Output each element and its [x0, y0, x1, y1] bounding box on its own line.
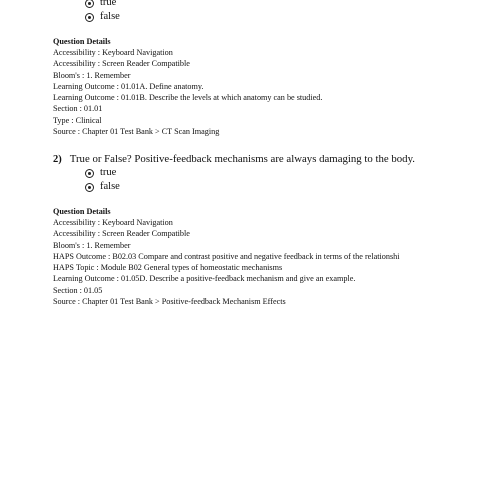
q2-question [53, 151, 415, 167]
radio-icon[interactable] [85, 183, 94, 192]
detail-line: Accessibility : Keyboard Navigation [53, 48, 173, 57]
detail-line: HAPS Topic : Module B02 General types of homeostatic mechanisms [53, 263, 283, 272]
details-heading: Question Details [53, 37, 111, 46]
detail-line: Section : 01.05 [53, 285, 103, 295]
q2-option-false-label: false [100, 181, 120, 192]
detail-line: Source : Chapter 01 Test Bank > Positive-feedback Mechanism Effects [53, 296, 286, 306]
q2-option-false[interactable] [85, 180, 120, 194]
details-heading: Question Details [53, 207, 111, 216]
detail-line: HAPS Outcome : B02.03 Compare and contrast positive and negative feedback in terms of the relationshi [53, 251, 400, 261]
detail-line: Accessibility : Screen Reader Compatible [53, 229, 190, 239]
detail-line: Learning Outcome : 01.01A. Define anatomy. [53, 81, 204, 91]
q1-option-true-label: true [100, 0, 117, 8]
detail-line: Source : Chapter 01 Test Bank > CT Scan Imaging [53, 126, 220, 136]
q1-option-false-label: false [100, 11, 120, 22]
detail-line: Type : Clinical [53, 115, 102, 125]
q1-option-false[interactable] [85, 10, 120, 24]
detail-line: Section : 01.01 [53, 104, 103, 114]
detail-line: Bloom's : 1. Remember [53, 70, 131, 80]
detail-line: Accessibility : Screen Reader Compatible [53, 59, 190, 69]
detail-line: Bloom's : 1. Remember [53, 240, 131, 250]
q2-option-true[interactable] [85, 166, 116, 180]
detail-line: Accessibility : Keyboard Navigation [53, 218, 173, 227]
detail-line: Learning Outcome : 01.05D. Describe a positive-feedback mechanism and give an example. [53, 274, 356, 284]
question-text: True or False? Positive-feedback mechanisms are always damaging to the body. [69, 153, 415, 165]
radio-icon[interactable] [85, 13, 94, 22]
q2-option-true-label: true [100, 167, 117, 178]
radio-icon[interactable] [85, 0, 94, 8]
q1-question-details [53, 36, 493, 137]
radio-icon[interactable] [85, 169, 94, 178]
detail-line: Learning Outcome : 01.01B. Describe the levels at which anatomy can be studied. [53, 93, 323, 102]
q1-option-true[interactable] [85, 0, 116, 10]
q2-question-details [53, 206, 493, 307]
question-number: 2) [53, 153, 62, 165]
